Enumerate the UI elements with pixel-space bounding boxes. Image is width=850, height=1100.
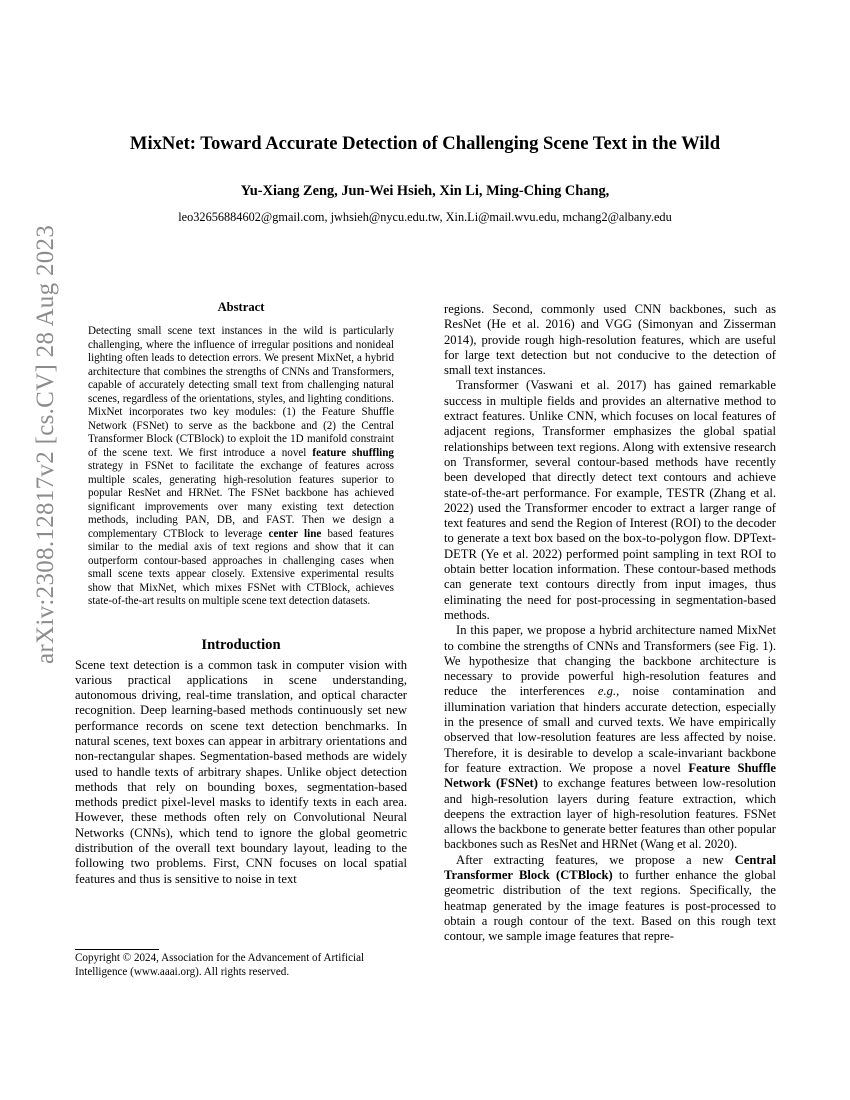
- abstract-heading: Abstract: [217, 300, 265, 314]
- paragraph: Scene text detection is a common task in computer vision with various practical applications in scene understanding, autonomous driving, real-time translation, and optical character recognition. Deep learning-based methods continuously set new performance records on scene text detection benchmarks. In natural scenes, text boxes can appear in arbitrary orientations and non-rectangular shapes. Segmentation-based methods are widely used to handle texts of arbitrary shapes. Unlike object detection methods that rely on bounding boxes, segmentation-based methods predict pixel-level masks to identify texts in each area. However, these methods often rely on Convolutional Neural Networks (CNNs), which tend to ignore the global geometric distribution of the overall text boundary layout, leading to the following two problems. First, CNN focuses on local spatial features and thus is sensitive to noise in text: [75, 657, 407, 886]
- footnote-rule: [75, 949, 159, 950]
- introduction-body-left: [75, 658, 407, 887]
- copyright-footnote: Copyright © 2024, Association for the Advancement of Artificial Intelligence (www.aaai.org). All rights reserved.: [75, 952, 365, 978]
- paragraph-text: In this paper, we propose a hybrid architecture named MixNet to combine the strengths of CNNs and Transformers (see Fig. 1). We hypothesize that changing the backbone architecture is necessary to provide powerful high-resolution features and reduce the interferences: [444, 623, 776, 699]
- abstract-text: Detecting small scene text instances in the wild is particularly challenging, where the influence of irregular positions and nonideal lighting often leads to detection errors. We present MixNet, a hybrid architecture that combines the strengths of CNNs and Transformers, capable of accurately detecting small text from challenging natural scenes, regardless of the orientations, styles, and lighting conditions. MixNet incorporates two key modules: (1) the Feature Shuffle Network (FSNet) to serve as the backbone and (2) the Central Transformer Block (CTBlock) to exploit the 1D manifold constraint of the scene text. We first introduce a novel: [88, 325, 394, 459]
- bold-term: Feature Shuffle Network (FSNet): [444, 760, 776, 791]
- paragraph: [444, 853, 776, 945]
- italic-term: e.g.: [597, 684, 617, 699]
- paragraph: [444, 623, 776, 852]
- introduction-heading: Introduction: [201, 636, 281, 653]
- paper-authors: Yu-Xiang Zeng, Jun-Wei Hsieh, Xin Li, Ming-Ching Chang,: [240, 183, 610, 199]
- paragraph-text: , noise contamination and illumination variation that hinders accurate detection, especially in the presence of small and curved texts. We have empirically observed that low-resolution features are less affected by noise. Therefore, it is desirable to develop a scale-invariant backbone for feature extraction. We propose a novel: [444, 684, 776, 775]
- paragraph-text: After extracting features, we propose a new: [456, 852, 735, 867]
- paragraph-text: to exchange features between low-resolution and high-resolution layers during feature extraction, which deepens the extraction layer of high-resolution features. FSNet allows the backbone to generate better features than other popular backbones such as ResNet and HRNet (Wang et al. 2020).: [444, 776, 776, 852]
- arxiv-identifier-stamp: arXiv:2308.12817v2 [cs.CV] 28 Aug 2023: [32, 224, 59, 664]
- author-emails: leo32656884602@gmail.com, jwhsieh@nycu.edu.tw, Xin.Li@mail.wvu.edu, mchang2@albany.edu: [178, 210, 672, 224]
- abstract-bold-term: feature shuffling: [312, 446, 394, 459]
- abstract-text: strategy in FSNet to facilitate the exchange of features across multiple scales, generating high-resolution features superior to popular ResNet and HRNet. The FSNet backbone has achieved significant improvements over many existing text detection methods, including PAN, DB, and FAST. Then we design a complementary CTBlock to leverage: [88, 460, 394, 540]
- paragraph-text: to further enhance the global geometric distribution of the text regions. Specifically, the heatmap generated by the image features is post-processed to obtain a rough contour of the text. Based on this rough text contour, we sample image features that repre-: [444, 867, 776, 944]
- right-column: [444, 302, 776, 944]
- abstract-body: [88, 325, 394, 609]
- bold-term: Central Transformer Block (CTBlock): [444, 852, 776, 882]
- paragraph: Transformer (Vaswani et al. 2017) has gained remarkable success in multiple fields and provides an alternative method to extract features. Unlike CNN, which focuses on local features of adjacent regions, Transformer emphasizes the global spatial relationships between text regions. Along with extensive research on Transformer, several contour-based methods have recently been developed that directly detect text contours and achieve state-of-the-art performance. For example, TESTR (Zhang et al. 2022) used the Transformer encoder to extract a larger range of text features and send the Region of Interest (ROI) to the decoder to generate a text box based on the box-to-polygon flow. DPText-DETR (Ye et al. 2022) performed point sampling in text ROI to obtain better location information. These contour-based methods can generate text contours directly from input images, thus eliminating the need for post-processing in segmentation-based methods.: [444, 378, 776, 622]
- abstract-bold-term: center line: [268, 527, 322, 540]
- paper-title: MixNet: Toward Accurate Detection of Challenging Scene Text in the Wild: [129, 133, 721, 154]
- introduction-body-right: [444, 302, 776, 944]
- left-column: [75, 299, 407, 887]
- paragraph: regions. Second, commonly used CNN backbones, such as ResNet (He et al. 2016) and VGG (Simonyan and Zisserman 2014), provide rough high-resolution features, which are useful for large text detection but not conducive to the detection of small text instances.: [444, 302, 776, 378]
- abstract-text: based features similar to the medial axis of text regions and show that it can outperform contour-based approaches in challenging cases when small scene texts appear closely. Extensive experimental results show that MixNet, which mixes FSNet with CTBlock, achieves state-of-the-art results on multiple scene text detection datasets.: [88, 527, 394, 607]
